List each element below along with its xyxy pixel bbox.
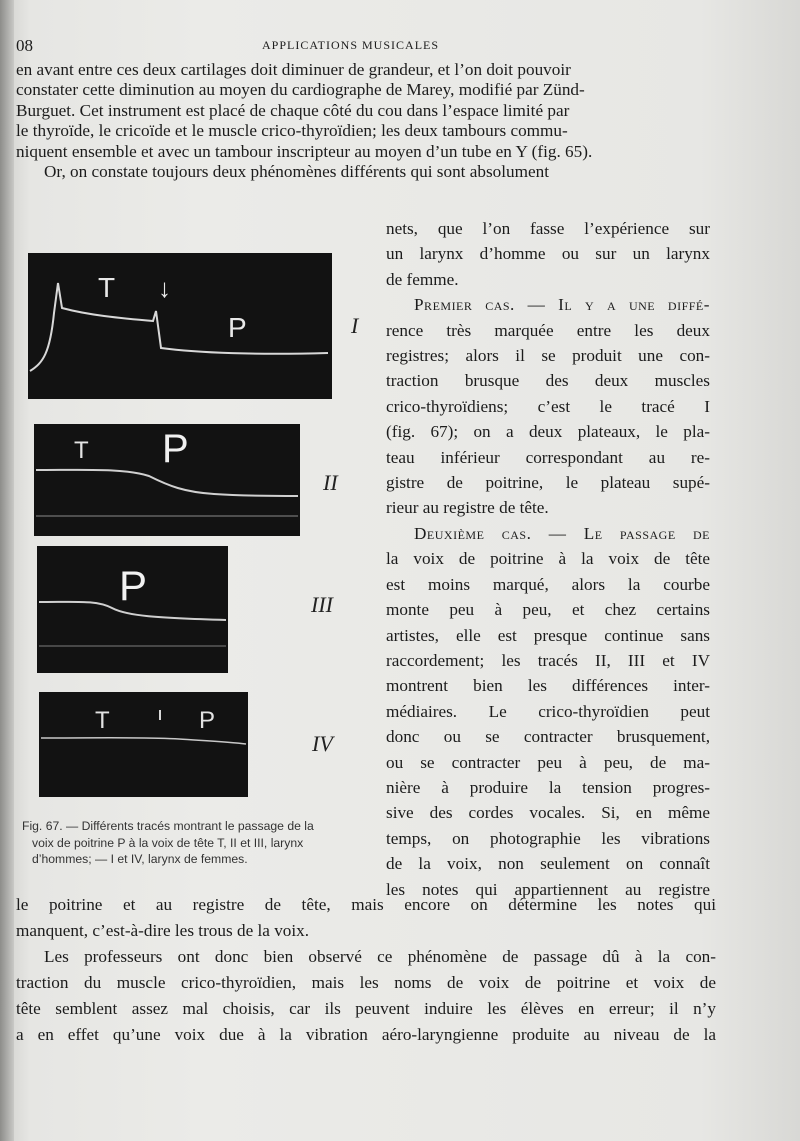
trace-numeral: II	[323, 470, 338, 495]
trace-label: P	[119, 562, 148, 609]
text-line: constater cette diminution au moyen du cardiographe de Marey, modifié par Zünd-	[16, 80, 585, 100]
book-gutter-shadow	[0, 0, 14, 1141]
text-line: sive des cordes vocales. Si, en même	[386, 803, 710, 823]
text-line: Les professeurs ont donc bien observé ce phénomène de passage dû à la con-	[44, 947, 716, 966]
trace-figure-i	[28, 253, 332, 399]
figure-caption	[22, 818, 378, 868]
trace-label: ↓	[158, 273, 171, 303]
text-line: un larynx d’homme ou sur un larynx	[386, 244, 710, 264]
text-line: Or, on constate toujours deux phénomènes différents qui sont absolument	[44, 162, 549, 182]
text-line: traction brusque des deux muscles	[386, 371, 710, 391]
caption-line: Fig. 67. — Différents tracés montrant le passage de la	[22, 819, 314, 833]
trace-ii-drawing	[34, 424, 300, 536]
trace-numeral: I	[351, 313, 359, 338]
trace-figure-iii	[37, 546, 228, 673]
text-line: en avant entre ces deux cartilages doit diminuer de grandeur, et l’on doit pouvoir	[16, 60, 571, 79]
text-line: Premier cas. — Il y a une diffé-	[414, 295, 710, 315]
page-number: 08	[16, 36, 33, 55]
intro-paragraph	[16, 60, 706, 182]
text-line: rieur au registre de tête.	[386, 498, 549, 518]
text-line: Burguet. Cet instrument est placé de chaque côté du cou dans l’espace limité par	[16, 100, 570, 120]
text-line: Deuxième cas. — Le passage de	[414, 523, 710, 543]
text-line: médiaires. Le crico-thyroïdien peut	[386, 701, 710, 721]
text-line: gistre de poitrine, le plateau supé-	[386, 473, 710, 493]
trace-iii-drawing	[37, 546, 228, 673]
trace-label: T	[98, 272, 116, 303]
text-line: crico-thyroïdiens; c’est le tracé I	[386, 396, 710, 416]
text-line: monte peu à peu, et chez certains	[386, 600, 710, 620]
trace-label: T	[95, 707, 110, 734]
text-line: nets, que l’on fasse l’expérience sur	[386, 219, 710, 238]
trace-label: P	[228, 312, 247, 343]
text-line: rence très marquée entre les deux	[386, 320, 710, 340]
caption-line: voix de poitrine P à la voix de tête T, II et III, larynx	[32, 835, 304, 850]
text-line: de femme.	[386, 269, 459, 289]
caption-line: d’hommes; — I et IV, larynx de femmes.	[32, 852, 248, 866]
text-line: artistes, elle est presque continue sans	[386, 625, 710, 645]
text-line: (fig. 67); on a deux plateaux, le pla-	[386, 422, 710, 442]
text-line: temps, on photographie les vibrations	[386, 828, 710, 848]
text-line: raccordement; les tracés II, III et IV	[386, 650, 710, 670]
text-line: montrent bien les différences inter-	[386, 676, 710, 696]
trace-label: T	[74, 437, 89, 464]
text-line: traction du muscle crico-thyroïdien, mais les noms de voix de poitrine et voix de	[16, 973, 716, 992]
running-head: APPLICATIONS MUSICALES	[262, 38, 440, 52]
trace-numeral: IV	[312, 731, 333, 756]
text-line: donc ou se contracter brusquement,	[386, 727, 710, 747]
text-line: tête semblent assez mal choisis, car ils peuvent induire les élèves en erreur; il n’y	[16, 999, 716, 1018]
text-line: niquent ensemble et avec un tambour inscripteur au moyen d’un tube en Y (fig. 65).	[16, 141, 593, 161]
trace-iv-drawing	[39, 692, 248, 797]
text-line: manquent, c’est-à-dire les trous de la voix.	[16, 921, 310, 940]
text-line: teau inférieur correspondant au re-	[386, 447, 710, 467]
text-line: les notes qui appartiennent au registre	[386, 879, 710, 899]
text-line: a en effet qu’une voix due à la vibration aéro-laryngienne produite au niveau de la	[16, 1025, 716, 1044]
text-line: de la voix, non seulement on connaît	[386, 854, 710, 874]
text-line: est moins marqué, alors la courbe	[386, 574, 710, 594]
right-column-text	[386, 216, 710, 902]
trace-label: P	[199, 707, 216, 734]
page-header	[0, 36, 800, 56]
bottom-paragraphs	[16, 892, 716, 1048]
trace-figure-ii	[34, 424, 300, 536]
text-line: ou se contracter peu à peu, de ma-	[386, 752, 710, 772]
text-line: le thyroïde, le cricoïde et le muscle crico-thyroïdien; les deux tambours commu-	[16, 121, 568, 141]
text-line: nière à produire la tension progres-	[386, 777, 710, 797]
trace-figure-iv	[39, 692, 248, 797]
text-line: la voix de poitrine à la voix de tête	[386, 549, 710, 569]
text-line: registres; alors il se produit une con-	[386, 346, 710, 366]
text-line: le poitrine et au registre de tête, mais encore on détermine les notes qui	[16, 895, 716, 914]
trace-numeral: III	[311, 592, 333, 617]
trace-label: P	[162, 427, 189, 471]
trace-i-drawing	[28, 253, 332, 399]
